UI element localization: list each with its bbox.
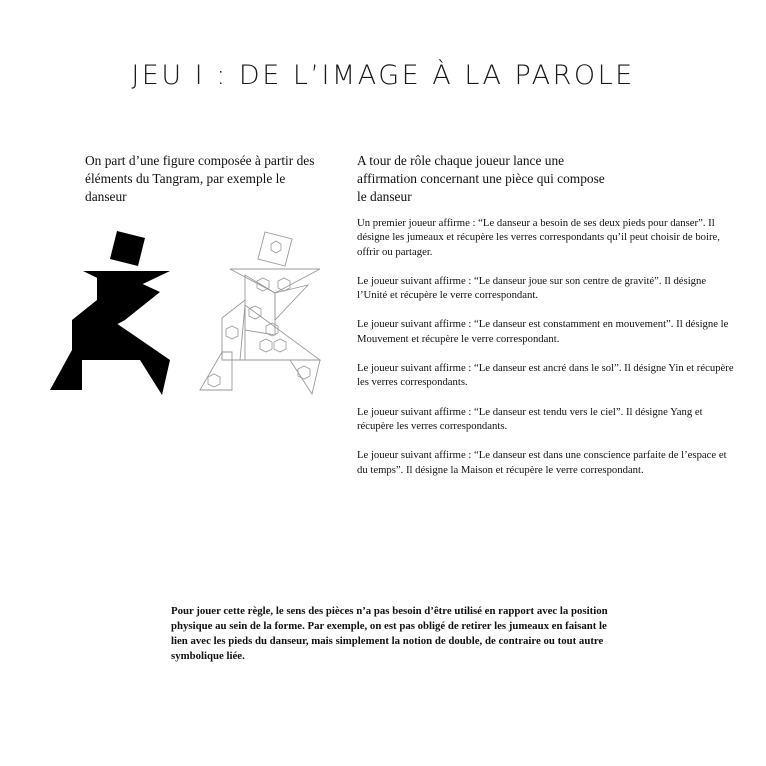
glass-hexagons bbox=[208, 241, 310, 387]
glass-icon bbox=[274, 339, 286, 352]
outline-torso bbox=[245, 275, 275, 335]
outline-right-foot bbox=[290, 360, 320, 394]
tangram-illustrations bbox=[45, 225, 335, 400]
outline-left-foot bbox=[200, 352, 232, 390]
statement-1: Un premier joueur affirme : “Le danseur a besoin de ses deux pieds pour danser”. Il désigne les jumeaux et récupère les verres correspondants qu’il peut choisir de boire, offrir ou partager. bbox=[357, 217, 720, 258]
glass-icon bbox=[271, 241, 281, 253]
head-square bbox=[110, 231, 145, 266]
statement-3: Le joueur suivant affirme : “Le danseur est constamment en mouvement”. Il désigne le Mouvement et récupère le verre correspondant. bbox=[357, 318, 729, 345]
statements-list bbox=[357, 216, 737, 492]
left-foot bbox=[50, 350, 82, 390]
glass-icon bbox=[260, 339, 272, 352]
right-foot bbox=[140, 360, 170, 395]
statement-2: Le joueur suivant affirme : “Le danseur joue sur son centre de gravité”. Il désigne l’Unité et récupère le verre correspondant. bbox=[357, 274, 707, 302]
glass-icon bbox=[278, 278, 290, 291]
glass-icon bbox=[298, 366, 310, 379]
intro-left-text: On part d’une figure composée à partir des éléments du Tangram, par exemple le danseur bbox=[85, 153, 315, 204]
outline-back bbox=[222, 300, 245, 360]
rule-note: Pour jouer cette règle, le sens des pièces n’a pas besoin d’être utilisé en rapport avec la position physique au sein de la forme. Par exemple, on est pas obligé de retirer les jumeaux en faisant le lien avec les pieds du danseur, mais simplement la notion de double, de contraire ou tout autre symbolique liée. bbox=[171, 605, 608, 662]
statement-4: Le joueur suivant affirme : “Le danseur est ancré dans le sol”. Il désigne Yin et récupère les verres correspondants. bbox=[357, 362, 734, 389]
glass-icon bbox=[208, 374, 220, 387]
dancer-outline bbox=[200, 232, 320, 394]
page-title: JEU I : DE L’IMAGE À LA PAROLE bbox=[131, 60, 635, 91]
statement-6: Le joueur suivant affirme : “Le danseur est dans une conscience parfaite de l’espace et du temps”. Il désigne la Maison et récupère le verre correspondant. bbox=[357, 449, 727, 476]
intro-right-text: A tour de rôle chaque joueur lance une affirmation concernant une pièce qui compose le danseur bbox=[357, 153, 605, 204]
statement-5: Le joueur suivant affirme : “Le danseur est tendu vers le ciel”. Il désigne Yang et récupère les verres correspondants. bbox=[357, 405, 703, 432]
hip-triangle bbox=[90, 310, 170, 360]
glass-icon bbox=[226, 326, 238, 339]
outline-shoulder bbox=[230, 269, 320, 293]
dancer-silhouette bbox=[50, 231, 170, 395]
outline-head bbox=[258, 232, 292, 266]
